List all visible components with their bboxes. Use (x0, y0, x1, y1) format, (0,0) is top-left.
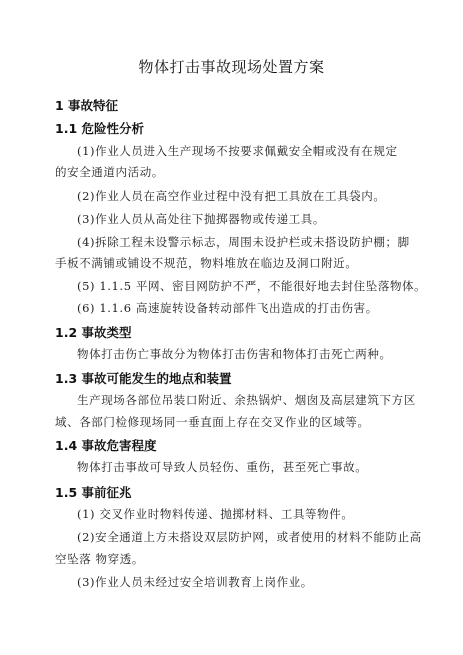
paragraph-line: 空坠落 物穿透。 (55, 552, 144, 566)
section-heading-1: 1 事故特征 (55, 98, 119, 113)
paragraph-line: (2)作业人员在高空作业过程中没有把工具放在工具袋内。 (77, 189, 386, 203)
paragraph-line: (3)作业人员未经过安全培训教育上岗作业。 (77, 575, 313, 589)
paragraph-line: 物体打击伤亡事故分为物体打击伤害和物体打击死亡两种。 (77, 347, 392, 361)
section-heading-1-3: 1.3 事故可能发生的地点和装置 (55, 371, 232, 386)
paragraph-line: (5) 1.1.5 平网、密目网防护不严，不能很好地去封住坠落物体。 (77, 279, 427, 293)
paragraph-line: 域、各部门检修现场同一垂直面上存在交叉作业的区域等。 (55, 415, 370, 429)
paragraph-line: 物体打击事故可导致人员轻伤、重伤，甚至死亡事故。 (77, 460, 368, 474)
paragraph-line: (6) 1.1.6 高速旋转设备转动部件飞出造成的打击伤害。 (77, 301, 378, 315)
section-heading-1-5: 1.5 事前征兆 (55, 485, 132, 500)
paragraph-line: 的安全通道内活动。 (55, 165, 164, 179)
paragraph-line: 手板不满铺或铺设不规范，物料堆放在临边及洞口附近。 (55, 256, 358, 270)
paragraph-line: (3)作业人员从高处往下抛掷器物或传递工具。 (77, 212, 325, 226)
paragraph-line: (1)作业人员进入生产现场不按要求佩戴安全帽或没有在规定 (77, 144, 398, 158)
document-title: 物体打击事故现场处置方案 (138, 58, 325, 76)
paragraph-line: (2)安全通道上方未搭设双层防护网，或者使用的材料不能防止高 (77, 530, 422, 544)
section-heading-1-2: 1.2 事故类型 (55, 325, 132, 340)
paragraph-line: (4)拆除工程未设警示标志，周围未设护栏或未搭设防护棚；脚 (77, 235, 410, 249)
section-heading-1-4: 1.4 事故危害程度 (55, 438, 157, 453)
section-heading-1-1: 1.1 危险性分析 (55, 121, 144, 136)
paragraph-line: 生产现场各部位吊装口附近、余热锅炉、烟囱及高层建筑下方区 (77, 393, 416, 407)
paragraph-line: (1) 交叉作业时物料传递、抛掷材料、工具等物件。 (77, 507, 354, 521)
